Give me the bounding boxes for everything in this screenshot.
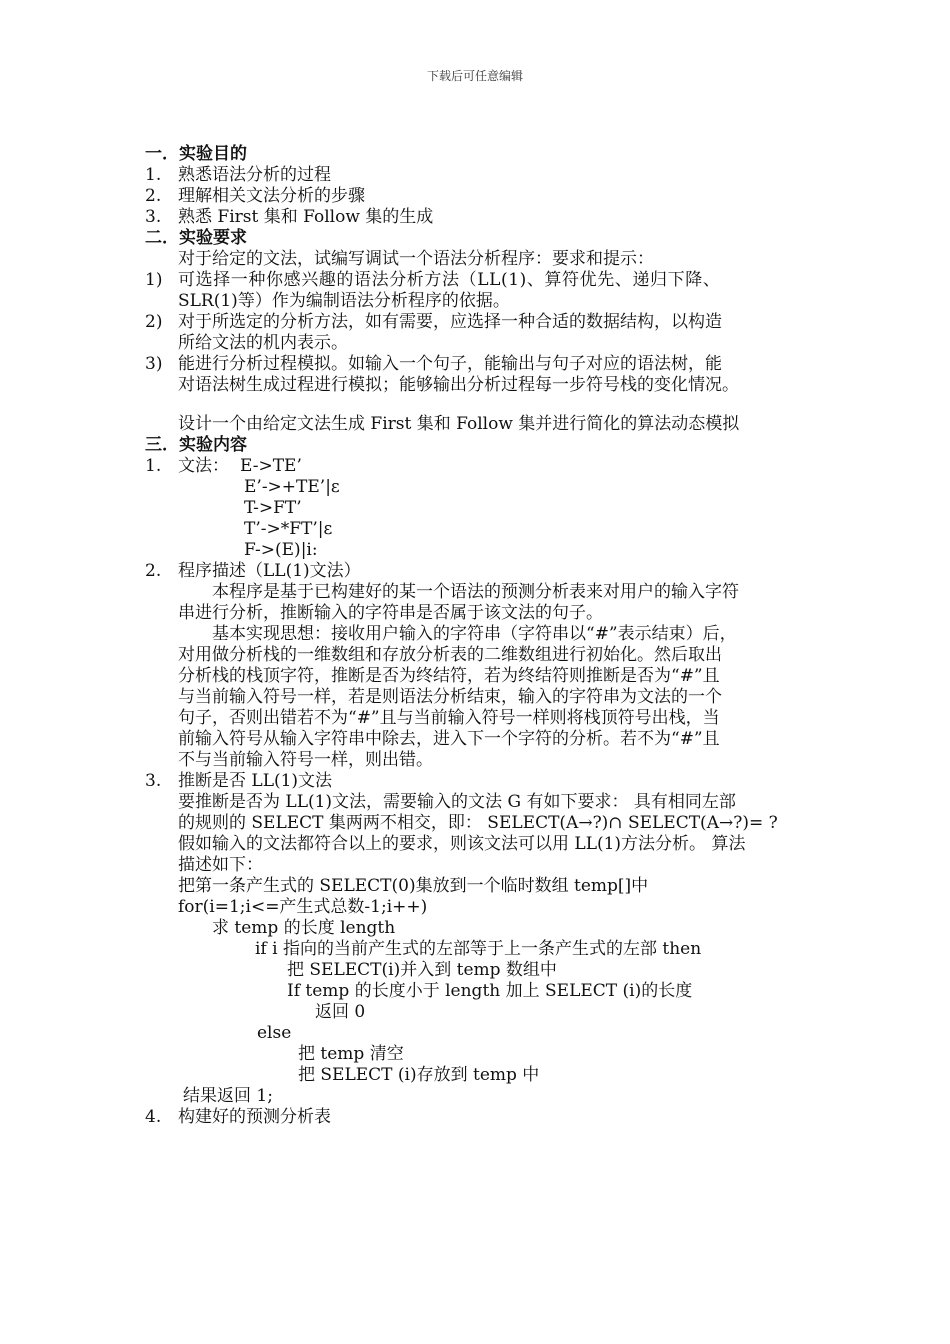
grammar-rule: E’->+TE’|ε — [244, 477, 340, 497]
grammar-rule: E->TE’ — [240, 456, 302, 476]
algorithm-line: 求 temp 的长度 length — [212, 918, 396, 938]
algorithm-line: for(i=1;i<=产生式总数-1;i++) — [178, 897, 428, 917]
list-item: 熟悉语法分析的过程 — [178, 165, 331, 185]
requirement-line: 所给文法的机内表示。 — [178, 333, 348, 353]
paragraph-line: 假如输入的文法都符合以上的要求，则该文法可以用 LL(1)方法分析。 算法 — [178, 834, 746, 854]
algorithm-line: if i 指向的当前产生式的左部等于上一条产生式的左部 then — [255, 939, 702, 959]
algorithm-line: 返回 0 — [315, 1002, 366, 1022]
list-number: 1. — [145, 165, 162, 185]
program-description-title: 程序描述（LL(1)文法） — [178, 561, 361, 581]
list-number: 4. — [145, 1107, 162, 1127]
list-number: 1) — [145, 270, 163, 290]
paragraph-line: 描述如下： — [178, 855, 263, 875]
grammar-rule: T->FT’ — [244, 498, 302, 518]
paragraph-line: 与当前输入符号一样，若是则语法分析结束，输入的字符串为文法的一个 — [178, 687, 722, 707]
grammar-label: 文法： — [178, 456, 229, 476]
design-line: 设计一个由给定文法生成 First 集和 Follow 集并进行简化的算法动态模拟 — [178, 414, 740, 434]
requirement-line: 能进行分析过程模拟。如输入一个句子，能输出与句子对应的语法树，能 — [178, 354, 722, 374]
section-3-title: 三．实验内容 — [145, 435, 247, 455]
list-number: 3. — [145, 207, 162, 227]
requirement-line: SLR(1)等）作为编制语法分析程序的依据。 — [178, 291, 510, 311]
section-1-title: 一．实验目的 — [145, 144, 247, 164]
paragraph-line: 要推断是否为 LL(1)文法，需要输入的文法 G 有如下要求： 具有相同左部 — [178, 792, 736, 812]
list-number: 2. — [145, 561, 162, 581]
algorithm-line: If temp 的长度小于 length 加上 SELECT (i)的长度 — [287, 981, 693, 1001]
requirement-line: 对于所选定的分析方法，如有需要，应选择一种合适的数据结构，以构造 — [178, 312, 722, 332]
grammar-rule: T’->*FT’|ε — [244, 519, 333, 539]
paragraph-line: 的规则的 SELECT 集两两不相交，即： SELECT(A→?)∩ SELECT(A→?)= ? — [178, 813, 778, 833]
paragraph-line: 不与当前输入符号一样，则出错。 — [178, 750, 433, 770]
paragraph-line: 对用做分析栈的一维数组和存放分析表的二维数组进行初始化。然后取出 — [178, 645, 722, 665]
algorithm-line: else — [257, 1023, 292, 1043]
algorithm-line: 把 SELECT(i)并入到 temp 数组中 — [287, 960, 557, 980]
paragraph-line: 基本实现思想：接收用户输入的字符串（字符串以“#”表示结束）后， — [212, 624, 737, 644]
algorithm-line: 结果返回 1; — [183, 1086, 273, 1106]
grammar-rule: F->(E)|i: — [244, 540, 318, 560]
list-number: 2. — [145, 186, 162, 206]
algorithm-line: 把 SELECT (i)存放到 temp 中 — [298, 1065, 540, 1085]
page-header: 下载后可任意编辑 — [426, 69, 523, 83]
list-item: 理解相关文法分析的步骤 — [178, 186, 365, 206]
algorithm-line: 把第一条产生式的 SELECT(0)集放到一个临时数组 temp[]中 — [178, 876, 649, 896]
list-number: 3. — [145, 771, 162, 791]
list-number: 3) — [145, 354, 163, 374]
paragraph-line: 前输入符号从输入字符串中除去，进入下一个字符的分析。若不为“#”且 — [178, 729, 720, 749]
requirement-line: 对语法树生成过程进行模拟；能够输出分析过程每一步符号栈的变化情况。 — [178, 375, 739, 395]
paragraph-line: 分析栈的栈顶字符，推断是否为终结符，若为终结符则推断是否为“#”且 — [178, 666, 720, 686]
list-number: 2) — [145, 312, 163, 332]
requirement-line: 可选择一种你感兴趣的语法分析方法（LL(1)、算符优先、递归下降、 — [178, 270, 721, 290]
list-item: 熟悉 First 集和 Follow 集的生成 — [178, 207, 434, 227]
requirements-intro: 对于给定的文法，试编写调试一个语法分析程序：要求和提示： — [178, 249, 654, 269]
section-2-title: 二．实验要求 — [145, 228, 247, 248]
algorithm-line: 把 temp 清空 — [298, 1044, 404, 1064]
prediction-table-title: 构建好的预测分析表 — [178, 1107, 331, 1127]
list-number: 1. — [145, 456, 162, 476]
paragraph-line: 句子，否则出错若不为“#”且与当前输入符号一样则将栈顶符号出栈，当 — [178, 708, 720, 728]
ll1-title: 推断是否 LL(1)文法 — [178, 771, 333, 791]
paragraph-line: 本程序是基于已构建好的某一个语法的预测分析表来对用户的输入字符 — [212, 582, 739, 602]
paragraph-line: 串进行分析，推断输入的字符串是否属于该文法的句子。 — [178, 603, 603, 623]
